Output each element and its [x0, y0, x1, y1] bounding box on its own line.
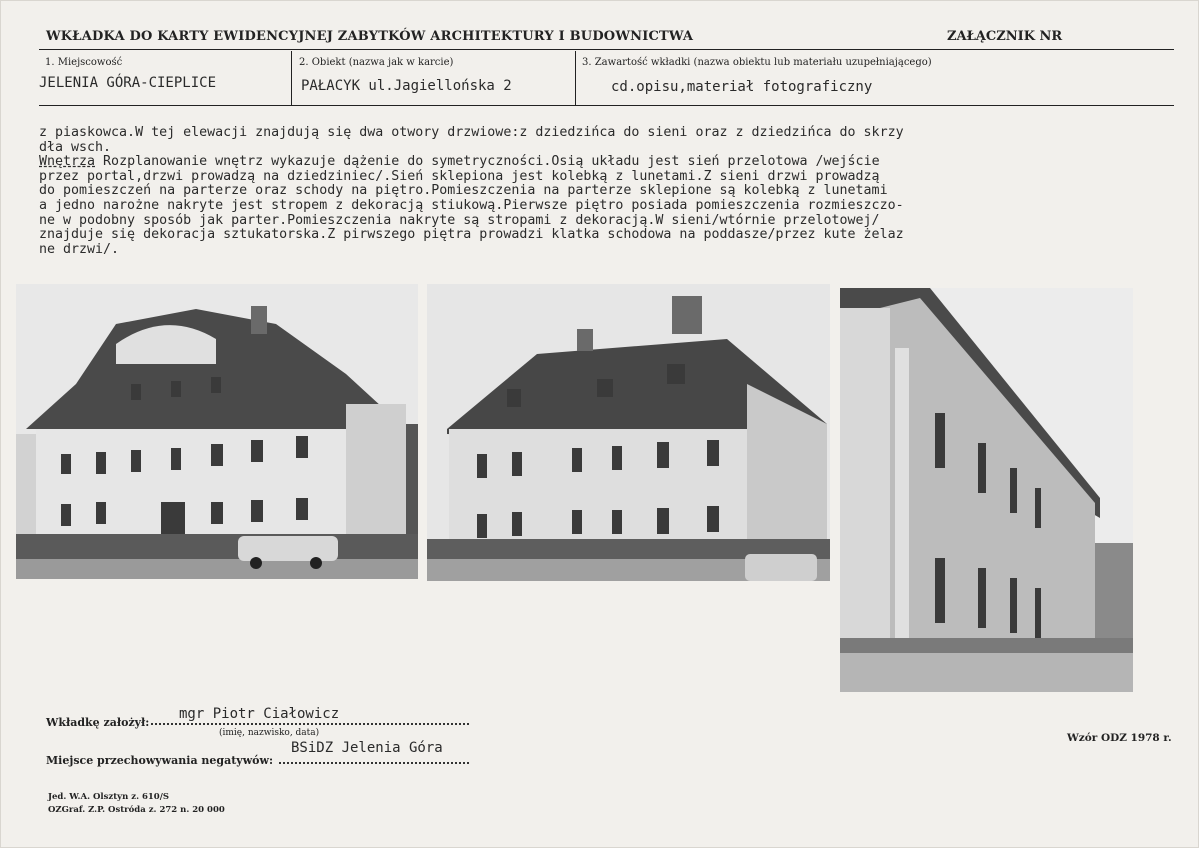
content-label: 3. Zawartość wkładki (nazwa obiektu lub materiału uzupełniającego) — [582, 57, 932, 68]
description-line: z piaskowca.W tej elewacji znajdują się dwa otwory drzwiowe:z dziedzińca do sieni oraz z dziedzińca do skrzy — [39, 125, 904, 140]
description-line: dła wsch. — [39, 139, 112, 155]
photo-palace-side — [840, 288, 1133, 692]
founded-dotted-line — [151, 723, 469, 725]
template-version: Wzór ODZ 1978 r. — [1067, 732, 1172, 744]
field-divider — [575, 51, 576, 105]
description-line: Wnętrza Rozplanowanie wnętrz wykazuje dążenie do symetryczności.Osią układu jest sień przelotowa /wejście — [39, 154, 880, 170]
header-rule — [39, 49, 1174, 50]
description-line: a jedno narożne nakryte jest stropem z dekoracją stiukową.Pierwsze piętro posiada pomieszczenia rozmieszczo- — [39, 197, 904, 213]
description-line: do pomieszczeń na parterze oraz schody na piętro.Pomieszczenia na parterze sklepione są kolebką z lunetami — [39, 183, 888, 199]
photo-palace-corner — [427, 284, 830, 581]
object-label: 2. Obiekt (nazwa jak w karcie) — [299, 57, 454, 68]
storage-dotted-line — [279, 762, 469, 764]
fields-bottom-rule — [39, 105, 1174, 106]
content-value: cd.opisu,materiał fotograficzny — [611, 79, 873, 95]
founded-value: mgr Piotr Ciałowicz — [179, 706, 340, 722]
description-line: przez portal,drzwi prowadzą na dziedziniec/.Sień sklepiona jest kolebką z lunetami.Z sieni drzwi prowadzą — [39, 168, 880, 184]
description-line: ne w podobny sposób jak parter.Pomieszczenia nakryte są stropami z dekoracją.W sieni/wtórnie przelotowej/ — [39, 212, 880, 228]
printer-note-1: Jed. W.A. Olsztyn z. 610/S — [48, 792, 169, 802]
card-title: WKŁADKA DO KARTY EWIDENCYJNEJ ZABYTKÓW ARCHITEKTURY I BUDOWNICTWA — [46, 29, 694, 44]
field-divider — [291, 51, 292, 105]
object-value: PAŁACYK ul.Jagiellońska 2 — [301, 78, 512, 94]
attachment-number-label: ZAŁĄCZNIK NR — [947, 29, 1063, 44]
photo-palace-front — [16, 284, 418, 579]
place-label: 1. Miejscowość — [45, 57, 123, 68]
description-line: ne drzwi/. — [39, 241, 120, 257]
place-value: JELENIA GÓRA-CIEPLICE — [39, 75, 217, 91]
storage-value: BSiDZ Jelenia Góra — [291, 740, 443, 756]
description-text — [39, 126, 1149, 257]
description-line: znajduje się dekoracja sztukatorska.Z pirwszego piętra prowadzi klatka schodowa na poddasze/przez kute żelaz — [39, 227, 904, 243]
founded-hint: (imię, nazwisko, data) — [219, 728, 320, 738]
printer-note-2: OZGraf. Z.P. Ostróda z. 272 n. 20 000 — [48, 805, 225, 815]
storage-label: Miejsce przechowywania negatywów: — [46, 754, 274, 767]
founded-label: Wkładkę założył: — [46, 716, 150, 729]
section-heading: Wnętrza — [39, 154, 96, 170]
